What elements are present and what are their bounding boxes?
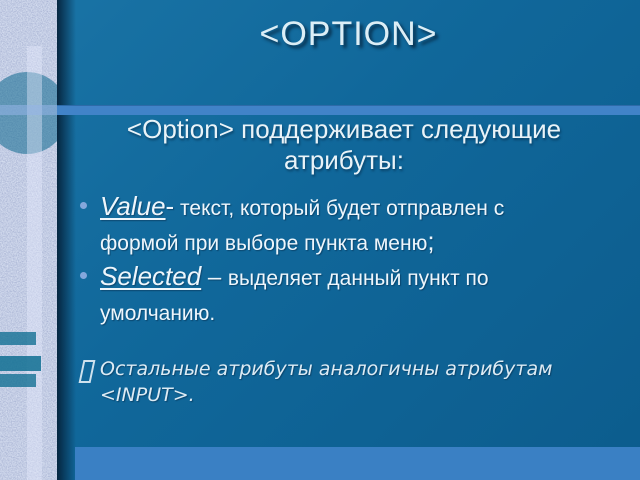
bullet-item-value <box>78 190 603 260</box>
bullet-desc-line1: выделяет данный пункт по <box>227 267 489 290</box>
bullet-desc-line2: умолчанию. <box>100 302 216 325</box>
slide-title: <OPTION> <box>259 15 438 53</box>
missing-glyph-bullet-icon <box>79 360 96 383</box>
bullet-term: Value <box>100 191 166 221</box>
bullet-dot-icon <box>80 202 87 209</box>
bullet-item-selected <box>78 260 603 330</box>
bullet-dot-icon <box>80 272 87 279</box>
note-line-1: Остальные атрибуты аналогичны атрибутам <box>100 358 553 380</box>
bullet-desc-line2: формой при выборе пункта меню <box>100 232 428 255</box>
bullet-dash: - <box>165 191 175 221</box>
heading-line-1: <Option> поддерживает следующие <box>126 114 562 144</box>
note-item <box>78 356 603 408</box>
sidebar-teal-bar <box>0 374 36 387</box>
note-line-2: <INPUT>. <box>100 384 195 406</box>
bottom-band <box>75 447 640 480</box>
slide-body <box>78 190 603 408</box>
sidebar-teal-bar <box>0 332 36 345</box>
heading-line-2: атрибуты: <box>284 145 404 175</box>
bullet-desc-line1: текст, который будет отправлен с <box>174 197 505 220</box>
sidebar-decoration <box>0 0 57 480</box>
bullet-term: Selected <box>100 261 202 291</box>
sidebar-teal-bar <box>0 356 41 371</box>
slide-heading <box>64 114 624 176</box>
sidebar-edge-shadow <box>57 0 76 480</box>
bullet-dash: – <box>201 264 228 291</box>
bullet-punct: ; <box>427 226 435 256</box>
top-divider-band-over-sidebar <box>0 105 57 115</box>
